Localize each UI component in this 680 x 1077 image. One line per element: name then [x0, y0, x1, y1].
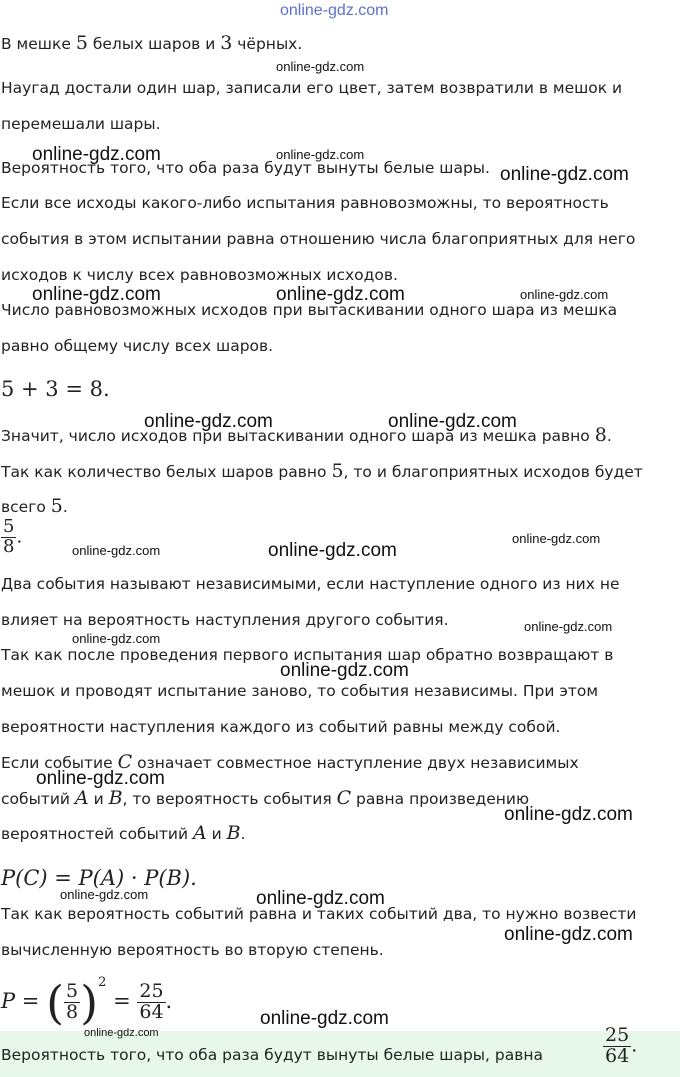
text-segment: В мешке	[1, 35, 76, 53]
fraction-denominator: 8	[66, 1001, 79, 1023]
watermark: online-gdz.com	[72, 543, 161, 558]
math-number: 5	[331, 460, 344, 482]
text-segment: Значит, число исходов при вытаскивании одного шара из мешка равно	[1, 427, 595, 445]
text-line-4: Если все исходы какого-либо испытания равновозможны, то вероятность	[1, 194, 609, 212]
watermark: online-gdz.com	[72, 631, 161, 646]
equals-sign: =	[113, 989, 131, 1013]
watermark: online-gdz.com	[36, 768, 165, 789]
watermark: online-gdz.com	[504, 924, 633, 945]
watermark: online-gdz.com	[32, 144, 161, 165]
text-line-23: Так как вероятность событий равна и таких событий два, то нужно возвести	[1, 905, 637, 923]
equation-sum: 5 + 3 = 8.	[1, 377, 110, 401]
text-segment: Если событие	[1, 754, 118, 772]
fraction-denominator: 8	[3, 535, 15, 557]
answer-line	[1, 1045, 543, 1065]
watermark: online-gdz.com	[260, 1008, 389, 1029]
math-number: 5	[75, 32, 88, 54]
math-number: 5	[50, 495, 63, 517]
watermark-top: online-gdz.com	[280, 2, 389, 19]
text-line-10	[1, 425, 612, 446]
answer-fraction	[603, 1026, 637, 1067]
text-line-5: события в этом испытании равна отношению числа благоприятных для него	[1, 230, 636, 248]
watermark: online-gdz.com	[268, 540, 397, 561]
text-line-20	[1, 788, 529, 809]
fraction-denominator: 64	[605, 1044, 630, 1067]
math-number: 8	[594, 424, 607, 446]
watermark: online-gdz.com	[500, 164, 629, 185]
text-line-17: мешок и проводят испытание заново, то события независимы. При этом	[1, 682, 599, 700]
paren-open: (	[46, 975, 65, 1030]
fraction	[1, 518, 16, 557]
text-line-2: перемешали шары.	[1, 115, 161, 133]
text-line-16: Так как после проведения первого испытания шар обратно возвращают в	[1, 646, 614, 664]
fraction-numerator: 25	[605, 1024, 630, 1046]
math-variable: C	[117, 751, 133, 773]
text-line-7: Число равновозможных исходов при вытаскивании одного шара из мешка	[1, 301, 618, 319]
text-segment: означает совместное наступление двух независимых	[132, 754, 579, 772]
text-segment: всего	[1, 498, 51, 516]
watermark: online-gdz.com	[84, 1027, 159, 1039]
watermark: online-gdz.com	[60, 887, 149, 902]
text-segment: Так как количество белых шаров равно	[1, 463, 332, 481]
watermark: online-gdz.com	[520, 287, 609, 302]
watermark: online-gdz.com	[504, 804, 633, 825]
text-segment: вероятностей событий	[1, 825, 193, 843]
exponent: 2	[98, 975, 107, 990]
fraction-result	[137, 982, 165, 1023]
watermark: online-gdz.com	[276, 59, 365, 74]
math-number: 3	[220, 32, 233, 54]
watermark: online-gdz.com	[276, 284, 405, 305]
watermark: online-gdz.com	[32, 284, 161, 305]
text-line-18: вероятности наступления каждого из событий равны между собой.	[1, 718, 561, 736]
period: .	[16, 526, 23, 548]
watermark: online-gdz.com	[524, 619, 613, 634]
text-line-11	[1, 461, 643, 482]
watermark: online-gdz.com	[256, 888, 385, 909]
text-segment: , то и благоприятных исходов будет	[343, 463, 643, 481]
text-line-0	[1, 33, 302, 54]
math-variable: A	[192, 822, 207, 844]
period: .	[631, 1034, 638, 1057]
fraction-numerator: 5	[3, 516, 15, 537]
fraction	[64, 982, 80, 1023]
text-line-12	[1, 496, 68, 517]
text-line-21	[1, 823, 246, 844]
fraction-numerator: 5	[66, 980, 79, 1003]
answer-text: Вероятность того, что оба раза будут вынуты белые шары, равна	[1, 1046, 544, 1064]
text-segment: и	[206, 825, 227, 843]
text-segment: чёрных.	[232, 35, 303, 53]
text-segment: равна произведению	[351, 790, 530, 808]
text-segment: .	[62, 498, 68, 516]
text-segment: белых шаров и	[87, 35, 221, 53]
text-line-3: Вероятность того, что оба раза будут вынуты белые шары.	[1, 159, 490, 177]
fraction	[603, 1026, 631, 1067]
math-variable: B	[108, 787, 123, 809]
text-segment: .	[240, 825, 246, 843]
equation-lhs: P =	[1, 989, 40, 1013]
watermark: online-gdz.com	[388, 411, 517, 432]
text-line-24: вычисленную вероятность во вторую степень.	[1, 941, 384, 959]
text-line-6: исходов к числу всех равновозможных исходов.	[1, 266, 398, 284]
math-variable: B	[226, 822, 241, 844]
text-segment: и	[88, 790, 109, 808]
equation-product-rule: P(C) = P(A) · P(B).	[1, 866, 197, 890]
watermark: online-gdz.com	[280, 660, 409, 681]
paren-close: )	[80, 975, 99, 1030]
watermark: online-gdz.com	[276, 147, 365, 162]
fraction-numerator: 25	[139, 980, 164, 1003]
text-line-14: Два события называют независимыми, если наступление одного из них не	[1, 575, 620, 593]
period: .	[165, 989, 173, 1013]
text-line-15: влияет на вероятность наступления другого события.	[1, 611, 449, 629]
watermark: online-gdz.com	[512, 531, 601, 546]
text-segment: , то вероятность события	[122, 790, 337, 808]
watermark: online-gdz.com	[144, 411, 273, 432]
equation-probability	[1, 975, 173, 1030]
text-line-8: равно общему числу всех шаров.	[1, 337, 274, 355]
fraction-five-eighths	[1, 518, 22, 557]
math-variable: C	[336, 787, 352, 809]
text-segment: событий	[1, 790, 75, 808]
fraction-denominator: 64	[139, 1001, 164, 1023]
math-variable: A	[74, 787, 89, 809]
text-segment: .	[606, 427, 612, 445]
text-line-1: Наугад достали один шар, записали его цвет, затем возвратили в мешок и	[1, 79, 623, 97]
